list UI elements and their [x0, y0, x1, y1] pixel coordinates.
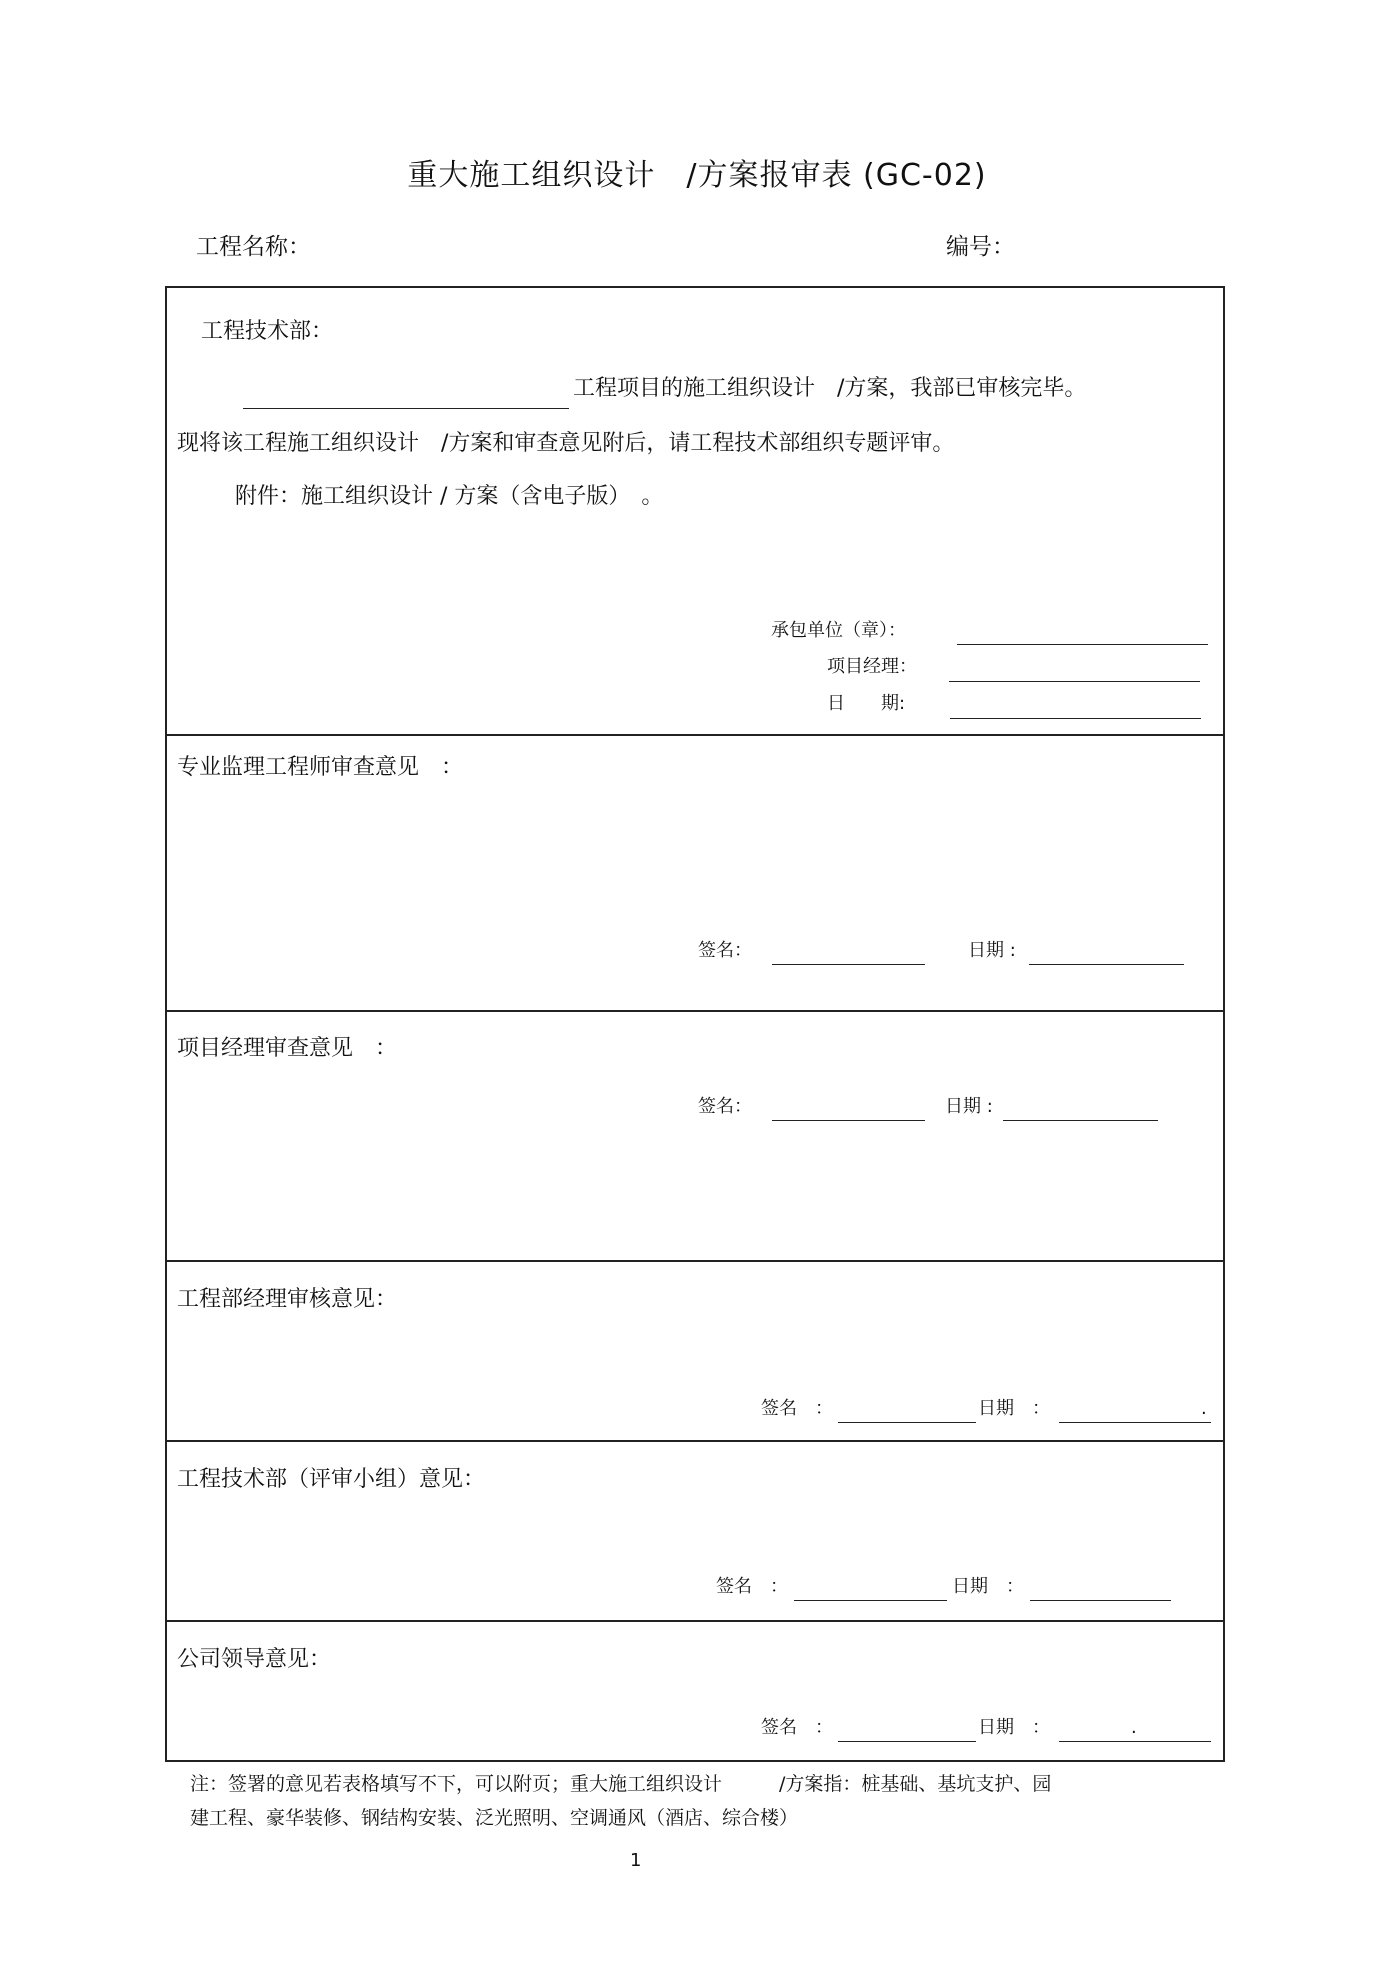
date-blank[interactable]: [1003, 1120, 1158, 1121]
date-blank[interactable]: [1030, 1600, 1171, 1601]
sign-blank[interactable]: [794, 1600, 947, 1601]
sign-blank[interactable]: [838, 1422, 976, 1423]
date-label: 日期 ：: [978, 1398, 1050, 1419]
pm-opinion-section: [167, 1010, 1223, 1260]
form-title: 重大施工组织设计 /方案报审表 (GC-02): [407, 158, 987, 193]
sign-label: 签名 ：: [761, 1717, 833, 1738]
dept-manager-opinion-section: [167, 1260, 1223, 1440]
sign-label: 签名 ：: [716, 1576, 788, 1597]
date-label: 日期 ：: [952, 1576, 1024, 1597]
page-number: 1: [630, 1850, 642, 1871]
date-blank[interactable]: [1059, 1422, 1211, 1423]
addressee: 工程技术部：: [201, 319, 334, 344]
sign-blank[interactable]: [772, 1120, 925, 1121]
sign-label: 签名：: [698, 1096, 752, 1117]
footnote-line1: 注：签署的意见若表格填写不下，可以附页；重大施工组织设计 /方案指：桩基础、基坑支护、园: [190, 1773, 1052, 1795]
supervisor-opinion-section: [167, 734, 1223, 1010]
review-form: [165, 286, 1225, 1762]
supervisor-opinion-heading: 专业监理工程师审查意见 ：: [177, 755, 464, 780]
date-suffix: .: [1201, 1398, 1207, 1419]
date-label: 日期 :: [945, 1096, 993, 1117]
date-mid-dot: .: [1131, 1717, 1137, 1738]
sign-blank[interactable]: [772, 964, 925, 965]
pm-label: 项目经理：: [827, 656, 917, 677]
date-blank[interactable]: [950, 718, 1201, 719]
date-blank[interactable]: [1029, 964, 1184, 965]
contractor-label: 承包单位（章）：: [771, 620, 906, 641]
sign-label: 签名 ：: [761, 1398, 833, 1419]
contractor-blank[interactable]: [957, 644, 1208, 645]
leadership-opinion-heading: 公司领导意见：: [177, 1647, 332, 1672]
footnote-line2: 建工程、豪华装修、钢结构安装、泛光照明、空调通风（酒店、综合楼）: [190, 1807, 799, 1829]
sign-blank[interactable]: [838, 1741, 976, 1742]
attachment-note: 附件：施工组织设计 / 方案（含电子版） 。: [235, 484, 664, 509]
project-name-label: 工程名称：: [196, 234, 311, 260]
submission-line2: 现将该工程施工组织设计 /方案和审查意见附后，请工程技术部组织专题评审。: [177, 431, 955, 456]
tech-dept-opinion-heading: 工程技术部（评审小组）意见：: [177, 1467, 486, 1492]
date-blank[interactable]: [1059, 1741, 1211, 1742]
date-label: 日 期:: [827, 693, 906, 714]
project-name-blank[interactable]: [243, 408, 569, 409]
dept-manager-opinion-heading: 工程部经理审核意见：: [177, 1287, 398, 1312]
pm-blank[interactable]: [949, 681, 1200, 682]
tech-dept-opinion-section: [167, 1440, 1223, 1620]
date-label: 日期 :: [968, 940, 1016, 961]
number-label: 编号：: [946, 234, 1015, 260]
submission-line1: 工程项目的施工组织设计 /方案，我部已审核完毕。: [573, 376, 1087, 401]
pm-opinion-heading: 项目经理审查意见 ：: [177, 1036, 398, 1061]
sign-label: 签名：: [698, 940, 752, 961]
date-label: 日期 ：: [978, 1717, 1050, 1738]
leadership-opinion-section: [167, 1620, 1223, 1762]
